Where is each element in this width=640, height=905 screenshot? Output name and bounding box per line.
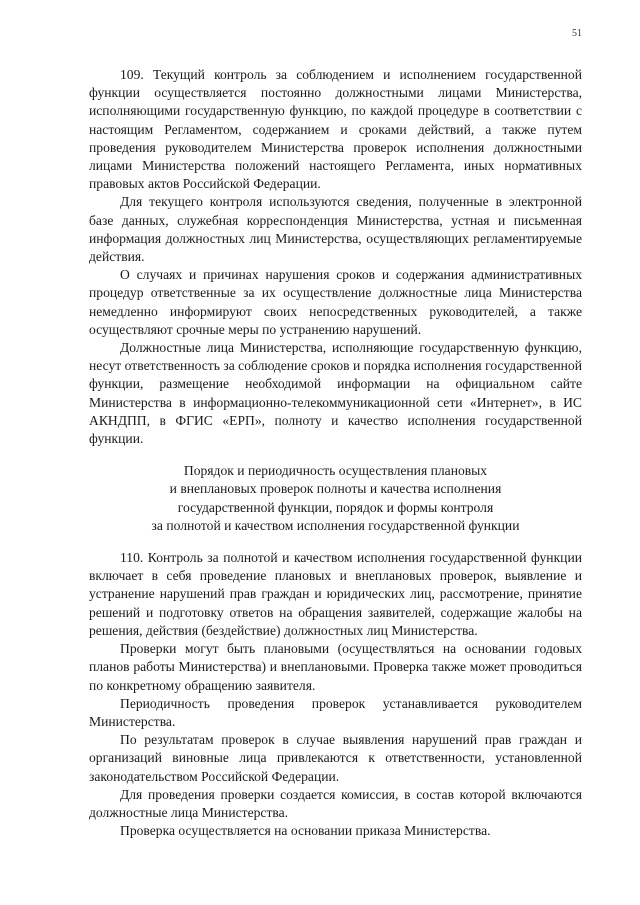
document-body (89, 66, 582, 840)
section-heading-line: за полнотой и качеством исполнения государственной функции (151, 517, 520, 533)
page-number: 51 (572, 28, 582, 39)
section-heading (89, 462, 582, 535)
paragraph: О случаях и причинах нарушения сроков и содержания административных процедур ответственные за их осуществление должностные лица Министерства немедленно информируют своих непосредственных руководителей, а также осуществляют срочные меры по устранению нарушений. (89, 267, 582, 337)
paragraph: Проверка осуществляется на основании приказа Министерства. (120, 823, 491, 839)
section-heading-line: Порядок и периодичность осуществления плановых (183, 463, 488, 479)
paragraph: Периодичность проведения проверок устанавливается руководителем Министерства. (89, 695, 582, 729)
paragraph: Для проведения проверки создается комиссия, в состав которой включаются должностные лица Министерства. (89, 786, 582, 820)
paragraph: Должностные лица Министерства, исполняющие государственную функцию, несут ответственность за соблюдение сроков и порядка исполнения государственной функции, размещение необходимой информации на официальном сайте Министерства в информационно-телекоммуникационной сети «Интернет», в ИС АКНДПП, в ФГИС «ЕРП», полноту и качество исполнения государственной функции. (89, 340, 582, 447)
paragraph-110: 110. Контроль за полнотой и качеством исполнения государственной функции включает в себя проведение плановых и внеплановых проверок, выявление и устранение нарушений прав граждан и юридических лиц, рассмотрение, принятие решений и подготовку ответов на обращения заявителей, содержащие жалобы на решения, действия (бездействие) должностных лиц Министерства. (89, 550, 582, 638)
paragraph: По результатам проверок в случае выявления нарушений прав граждан и организаций виновные лица привлекаются к ответственности, установленной законодательством Российской Федерации. (89, 732, 582, 784)
paragraph-109: 109. Текущий контроль за соблюдением и исполнением государственной функции осуществляется постоянно должностными лицами Министерства, исполняющими государственную функцию, по каждой процедуре в соответствии с настоящим Регламентом, содержанием и сроками действий, а также путем проведения руководителем Министерства проверок исполнения должностными лицами Министерства положений настоящего Регламента, иных нормативных правовых актов Российской Федерации. (89, 67, 582, 192)
section-heading-line: государственной функции, порядок и формы контроля (177, 499, 494, 515)
section-heading-line: и внеплановых проверок полноты и качества исполнения (169, 481, 502, 497)
paragraph: Для текущего контроля используются сведения, полученные в электронной базе данных, служебная корреспонденция Министерства, устная и письменная информация должностных лиц Министерства, осуществляющих регламентируемые действия. (89, 194, 582, 265)
paragraph: Проверки могут быть плановыми (осуществляться на основании годовых планов работы Министерства) и внеплановыми. Проверка также может проводиться по конкретному обращению заявителя. (89, 641, 582, 693)
